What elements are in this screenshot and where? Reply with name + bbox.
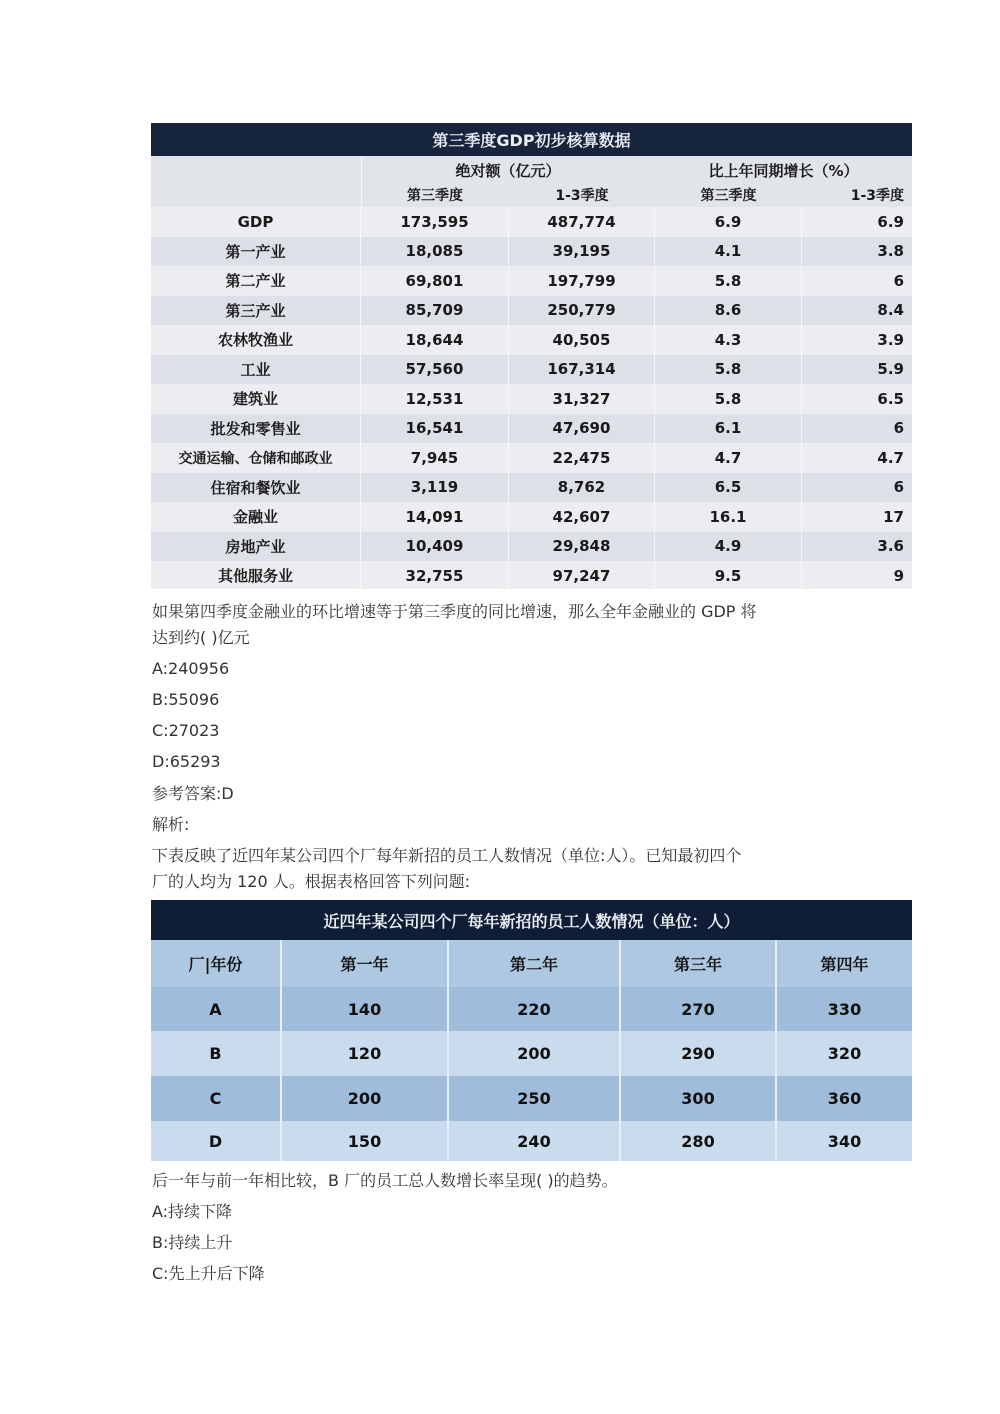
row-label: 农林牧渔业	[151, 325, 361, 355]
header-year3: 第三年	[621, 940, 777, 987]
cell-q3: 3,119	[361, 473, 509, 503]
cell-q3: 18,085	[361, 237, 509, 267]
cell-q1-3: 250,779	[509, 296, 655, 326]
cell-year2: 220	[449, 987, 621, 1031]
cell-q1-3: 167,314	[509, 355, 655, 385]
cell-growth-q3: 5.8	[655, 355, 802, 385]
cell-year1: 200	[282, 1076, 449, 1121]
cell-q1-3: 40,505	[509, 325, 655, 355]
cell-growth-q3: 5.8	[655, 384, 802, 414]
cell-year1: 140	[282, 987, 449, 1031]
row-label: 其他服务业	[151, 561, 361, 589]
table-row	[151, 1031, 912, 1076]
cell-year4: 320	[827, 1044, 862, 1063]
factory-label: A	[151, 987, 282, 1031]
cell-growth-q3: 4.3	[655, 325, 802, 355]
cell-q1-3: 97,247	[509, 561, 655, 589]
row-label: 金融业	[151, 502, 361, 532]
gdp-row	[151, 207, 912, 237]
header-abs-q3: 第三季度	[407, 187, 463, 204]
intro2-line2: 厂的人均为 120 人。根据表格回答下列问题:	[152, 872, 471, 891]
cell-year2: 250	[449, 1076, 621, 1121]
cell-growth-q3: 4.9	[655, 532, 802, 562]
cell-growth-q3: 6.1	[655, 414, 802, 444]
question2-option-a: A:持续下降	[152, 1202, 233, 1221]
cell-growth-q1-3: 3.8	[877, 242, 904, 261]
cell-year1: 120	[282, 1031, 449, 1076]
cell-growth-q3: 4.1	[655, 237, 802, 267]
cell-year2: 200	[449, 1031, 621, 1076]
cell-q3: 10,409	[361, 532, 509, 562]
question1-option-d: D:65293	[152, 752, 221, 771]
header-growth-q1-3: 1-3季度	[850, 187, 904, 204]
cell-growth-q1-3: 17	[883, 507, 904, 526]
header-growth-group: 比上年同期增长（%）	[708, 161, 859, 180]
cell-growth-q1-3: 3.6	[877, 537, 904, 556]
factory-label: D	[151, 1121, 282, 1161]
cell-q3: 85,709	[361, 296, 509, 326]
cell-growth-q3: 4.7	[655, 443, 802, 473]
cell-year2: 240	[449, 1121, 621, 1161]
header-year2: 第二年	[449, 940, 621, 987]
intro2-line1: 下表反映了近四年某公司四个厂每年新招的员工人数情况（单位:人）。已知最初四个	[152, 846, 742, 865]
gdp-row	[151, 384, 912, 414]
cell-q3: 14,091	[361, 502, 509, 532]
row-label: 第三产业	[151, 296, 361, 326]
row-label: 第二产业	[151, 266, 361, 296]
header-factory-year: 厂|年份	[151, 940, 282, 987]
header-year1: 第一年	[282, 940, 449, 987]
cell-growth-q1-3: 6	[893, 271, 904, 290]
cell-year4: 360	[827, 1089, 862, 1108]
header-blank-cell	[151, 156, 362, 207]
recruit-table-title: 近四年某公司四个厂每年新招的员工人数情况（单位：人）	[151, 900, 912, 940]
cell-q1-3: 47,690	[509, 414, 655, 444]
cell-q1-3: 197,799	[509, 266, 655, 296]
gdp-row	[151, 325, 912, 355]
recruit-table-header	[151, 940, 912, 987]
gdp-table-body	[151, 156, 912, 589]
cell-q3: 173,595	[361, 207, 509, 237]
question1-option-c: C:27023	[152, 721, 220, 740]
cell-year4: 340	[827, 1131, 862, 1151]
gdp-table-header	[151, 156, 912, 207]
row-label: 第一产业	[151, 237, 361, 267]
row-label: 工业	[151, 355, 361, 385]
cell-growth-q3: 9.5	[655, 561, 802, 589]
cell-q1-3: 22,475	[509, 443, 655, 473]
question2-option-c: C:先上升后下降	[152, 1264, 265, 1283]
cell-q1-3: 29,848	[509, 532, 655, 562]
cell-growth-q1-3: 6	[893, 419, 904, 438]
cell-growth-q1-3: 6	[893, 478, 904, 497]
cell-q1-3: 487,774	[509, 207, 655, 237]
row-label: 建筑业	[151, 384, 361, 414]
cell-growth-q1-3: 5.9	[877, 360, 904, 379]
row-label: 批发和零售业	[151, 414, 361, 444]
cell-year1: 150	[282, 1121, 449, 1161]
table-row	[151, 1121, 912, 1161]
question2-stem: 后一年与前一年相比较，B 厂的员工总人数增长率呈现( )的趋势。	[152, 1171, 618, 1190]
row-label: 住宿和餐饮业	[151, 473, 361, 503]
cell-year3: 280	[621, 1121, 777, 1161]
gdp-row	[151, 502, 912, 532]
cell-q3: 18,644	[361, 325, 509, 355]
question1-stem-line1: 如果第四季度金融业的环比增速等于第三季度的同比增速，那么全年金融业的 GDP 将	[152, 602, 757, 621]
gdp-row	[151, 266, 912, 296]
question2-option-b: B:持续上升	[152, 1233, 233, 1252]
cell-q3: 69,801	[361, 266, 509, 296]
question1-analysis: 解析:	[152, 815, 190, 834]
cell-growth-q1-3: 8.4	[877, 301, 904, 320]
header-year4: 第四年	[820, 955, 869, 974]
row-label: 房地产业	[151, 532, 361, 562]
recruit-table	[151, 900, 912, 1161]
cell-growth-q1-3: 6.5	[877, 389, 904, 408]
cell-growth-q3: 8.6	[655, 296, 802, 326]
gdp-row	[151, 414, 912, 444]
row-label: GDP	[151, 207, 361, 237]
gdp-row	[151, 473, 912, 503]
question1-answer: 参考答案:D	[152, 784, 234, 803]
gdp-row	[151, 561, 912, 589]
cell-q1-3: 8,762	[509, 473, 655, 503]
question1-option-b: B:55096	[152, 690, 220, 709]
table-row	[151, 1076, 912, 1121]
header-abs-q1-3: 1-3季度	[555, 187, 609, 204]
cell-year3: 270	[621, 987, 777, 1031]
cell-q3: 16,541	[361, 414, 509, 444]
cell-q3: 7,945	[361, 443, 509, 473]
gdp-row	[151, 443, 912, 473]
cell-year3: 290	[621, 1031, 777, 1076]
question1-stem-line2: 达到约( )亿元	[152, 628, 250, 647]
gdp-row	[151, 296, 912, 326]
cell-growth-q3: 5.8	[655, 266, 802, 296]
gdp-row	[151, 355, 912, 385]
cell-growth-q1-3: 9	[893, 566, 904, 585]
factory-label: B	[151, 1031, 282, 1076]
cell-growth-q3: 6.9	[655, 207, 802, 237]
header-absolute-group: 绝对额（亿元）	[455, 161, 561, 180]
table-row	[151, 987, 912, 1031]
cell-q1-3: 39,195	[509, 237, 655, 267]
cell-q3: 32,755	[361, 561, 509, 589]
cell-q3: 12,531	[361, 384, 509, 414]
cell-year3: 300	[621, 1076, 777, 1121]
gdp-table-title: 第三季度GDP初步核算数据	[151, 123, 912, 156]
cell-growth-q3: 16.1	[655, 502, 802, 532]
question1-option-a: A:240956	[152, 659, 230, 678]
gdp-row	[151, 237, 912, 267]
cell-growth-q1-3: 6.9	[877, 212, 904, 231]
header-growth-q3: 第三季度	[700, 187, 757, 204]
row-label: 交通运输、仓储和邮政业	[151, 443, 361, 473]
gdp-row	[151, 532, 912, 562]
cell-q1-3: 42,607	[509, 502, 655, 532]
cell-q1-3: 31,327	[509, 384, 655, 414]
cell-year4: 330	[827, 999, 862, 1019]
gdp-table	[151, 123, 912, 589]
factory-label: C	[151, 1076, 282, 1121]
cell-growth-q1-3: 3.9	[877, 330, 904, 349]
cell-q3: 57,560	[361, 355, 509, 385]
cell-growth-q3: 6.5	[655, 473, 802, 503]
cell-growth-q1-3: 4.7	[877, 448, 904, 467]
